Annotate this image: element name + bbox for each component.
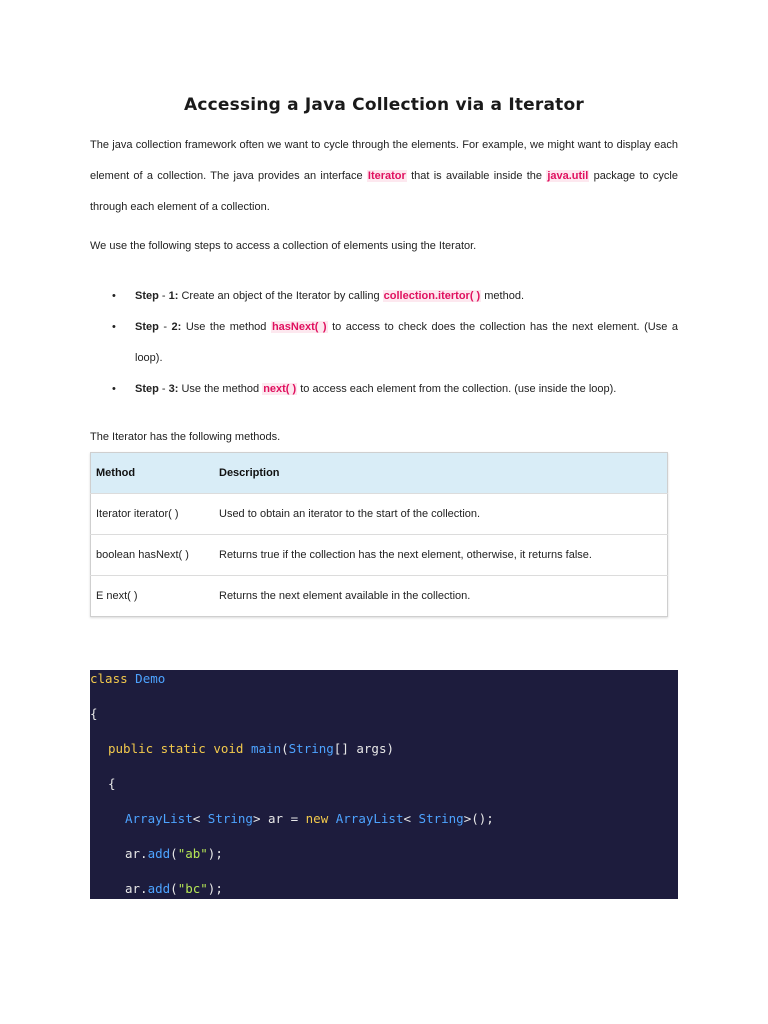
steps-intro: We use the following steps to access a collection of elements using the Iterator. [90, 240, 477, 252]
code-function: add [147, 881, 171, 896]
code-punct: < [192, 811, 208, 826]
code-punct: ( [170, 846, 178, 861]
code-punct: >(); [463, 811, 494, 826]
table-intro: The Iterator has the following methods. [90, 431, 281, 443]
step-label: Step [135, 383, 159, 395]
methods-table [90, 452, 668, 617]
step-text-end: to access each element from the collection. (use inside the loop). [297, 383, 617, 395]
bullet-icon: • [112, 290, 116, 302]
intro-text-2: that is available inside the [406, 170, 547, 182]
code-class-name: Demo [135, 671, 166, 686]
step-label: Step [135, 321, 159, 333]
code-punct: ar. [125, 846, 148, 861]
iterator-highlight: Iterator [367, 170, 406, 182]
table-row [91, 494, 668, 535]
step-text: Create an object of the Iterator by calling [178, 290, 383, 302]
method-cell: E next( ) [91, 576, 215, 617]
intro-text-3: package to cycle through each element of a collection. [90, 170, 678, 213]
step-code: collection.itertor( ) [383, 290, 481, 302]
step-text: Use the method [181, 321, 271, 333]
code-punct: < [403, 811, 419, 826]
step-dash: - [158, 290, 169, 302]
code-function: main [251, 741, 282, 756]
code-type: ArrayList [335, 811, 404, 826]
code-keyword: new [305, 811, 329, 826]
intro-paragraph [90, 130, 678, 223]
code-block [90, 670, 678, 899]
description-cell: Returns true if the collection has the next element, otherwise, it returns false. [214, 535, 668, 576]
code-type: String [288, 741, 334, 756]
code-line-5 [125, 811, 494, 826]
method-cell: boolean hasNext( ) [91, 535, 215, 576]
table-row [91, 535, 668, 576]
code-line-3 [108, 741, 394, 756]
step-code: next( ) [263, 383, 297, 395]
code-keyword: class [90, 671, 128, 686]
step-dash: - [158, 321, 172, 333]
code-line-7 [125, 881, 223, 896]
code-punct: ( [281, 741, 289, 756]
code-type: String [418, 811, 464, 826]
bullet-icon: • [112, 321, 116, 333]
code-punct: > ar = [252, 811, 306, 826]
code-punct: ar. [125, 881, 148, 896]
code-brace: { [108, 776, 116, 791]
code-string: "ab" [177, 846, 208, 861]
method-cell: Iterator iterator( ) [91, 494, 215, 535]
code-punct: ); [207, 881, 223, 896]
code-line-1 [90, 671, 165, 686]
table-header-row [91, 453, 668, 494]
step-dash: - [158, 383, 169, 395]
column-header-method: Method [91, 453, 215, 494]
step-item [90, 281, 678, 312]
steps-list [90, 281, 678, 405]
code-punct: ); [207, 846, 223, 861]
step-item [90, 312, 678, 374]
step-number: 2: [171, 321, 182, 333]
code-keyword: public static void [108, 741, 244, 756]
code-brace: { [90, 706, 98, 721]
step-code: hasNext( ) [271, 321, 327, 333]
step-text: Use the method [178, 383, 263, 395]
description-cell: Returns the next element available in the collection. [214, 576, 668, 617]
page-title: Accessing a Java Collection via a Iterator [184, 95, 584, 115]
code-line-6 [125, 846, 223, 861]
step-number: 3: [168, 383, 179, 395]
step-text-end: to access to check does the collection has the next element. (Use a loop). [135, 321, 678, 364]
bullet-icon: • [112, 383, 116, 395]
step-number: 1: [168, 290, 179, 302]
description-cell: Used to obtain an iterator to the start of the collection. [214, 494, 668, 535]
column-header-description: Description [214, 453, 668, 494]
intro-text-1: The java collection framework often we want to cycle through the elements. For example, we might want to display each element of a collection. The java provides an interface [90, 139, 678, 182]
code-type: ArrayList [125, 811, 193, 826]
java-util-highlight: java.util [547, 170, 589, 182]
step-label: Step [135, 290, 159, 302]
step-text-end: method. [481, 290, 525, 302]
code-string: "bc" [177, 881, 208, 896]
code-type: String [207, 811, 253, 826]
code-function: add [147, 846, 171, 861]
code-line-4 [108, 776, 116, 791]
code-punct: [] args) [333, 741, 395, 756]
code-punct: ( [170, 881, 178, 896]
table-row [91, 576, 668, 617]
code-line-2 [90, 706, 98, 721]
step-item [90, 374, 678, 405]
